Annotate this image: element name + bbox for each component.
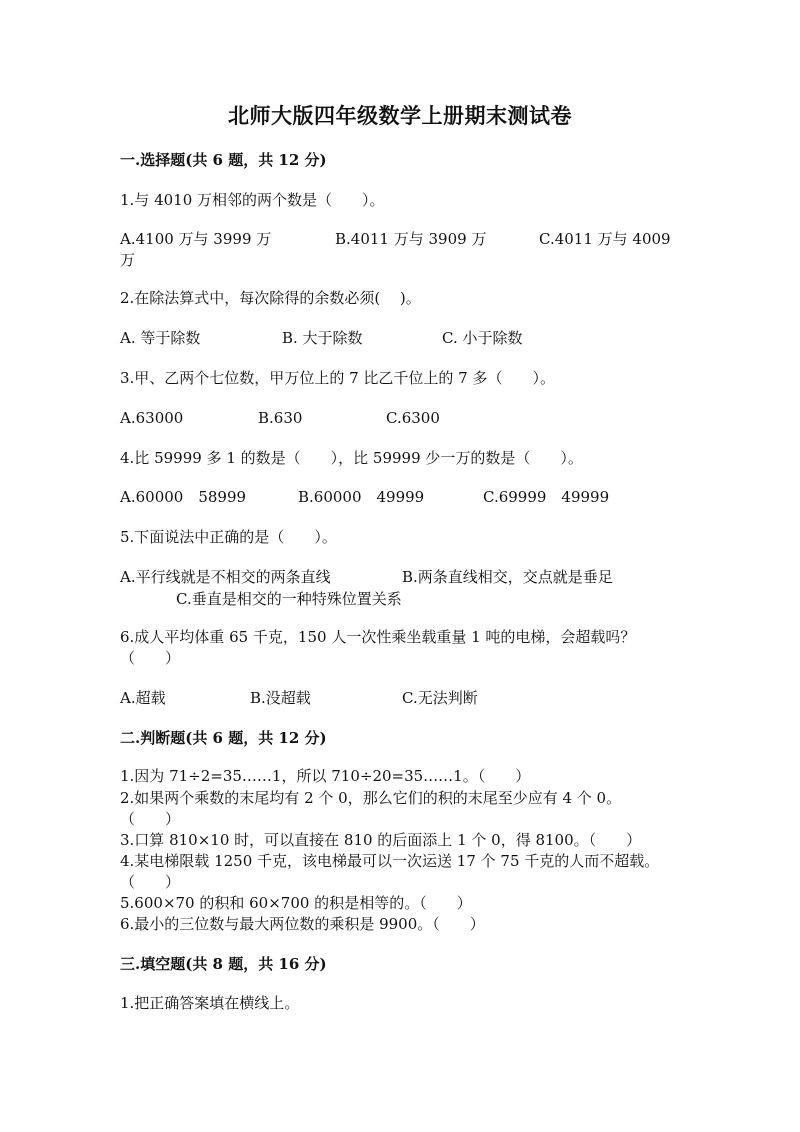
judgement-line: 5.600×70 的积和 60×700 的积是相等的。（ ） <box>120 894 472 912</box>
judgement-line: 4.某电梯限载 1250 千克，该电梯最可以一次运送 17 个 75 千克的人而不超载。 <box>120 852 660 870</box>
section-heading-fill-in: 三.填空题(共 8 题，共 16 分) <box>120 955 327 973</box>
judgement-line: 3.口算 810×10 时，可以直接在 810 的后面添上 1 个 0，得 8100。（ ） <box>120 831 642 849</box>
judgement-line: 6.最小的三位数与最大两位数的乘积是 9900。（ ） <box>120 915 485 933</box>
question-4-option-c: C.69999 49999 <box>483 488 610 506</box>
question-4-option-a: A.60000 58999 <box>120 488 247 506</box>
question-3-stem: 3.甲、乙两个七位数，甲万位上的 7 比乙千位上的 7 多（ ）。 <box>120 369 555 387</box>
question-4-option-b: B.60000 49999 <box>298 488 425 506</box>
section-heading-judgement: 二.判断题(共 6 题，共 12 分) <box>120 729 327 747</box>
question-3-option-a: A.63000 <box>120 409 184 427</box>
page-title: 北师大版四年级数学上册期末测试卷 <box>228 103 572 128</box>
question-1-option-c: C.4011 万与 4009 <box>539 230 671 248</box>
question-2-option-c: C. 小于除数 <box>442 329 523 347</box>
question-5-stem: 5.下面说法中正确的是（ ）。 <box>120 528 337 546</box>
question-1-option-a: A.4100 万与 3999 万 <box>120 230 272 248</box>
judgement-line: （ ） <box>120 873 181 891</box>
judgement-line: 2.如果两个乘数的末尾均有 2 个 0，那么它们的积的末尾至少应有 4 个 0。 <box>120 789 622 807</box>
question-4-stem: 4.比 59999 多 1 的数是（ ），比 59999 少一万的数是（ ）。 <box>120 449 583 467</box>
judgement-line: 1.因为 71÷2=35……1，所以 710÷20=35……1。（ ） <box>120 767 531 785</box>
question-1-option-c-cont: 万 <box>120 251 136 269</box>
question-5-option-b: B.两条直线相交，交点就是垂足 <box>402 568 613 586</box>
question-6-option-b: B.没超载 <box>250 689 311 707</box>
question-6-stem-cont: （ ） <box>120 649 181 667</box>
judgement-line: （ ） <box>120 810 181 828</box>
question-2-option-a: A. 等于除数 <box>120 329 201 347</box>
question-3-option-c: C.6300 <box>386 409 440 427</box>
question-1-stem: 1.与 4010 万相邻的两个数是（ ）。 <box>120 191 385 209</box>
question-6-option-c: C.无法判断 <box>402 689 478 707</box>
question-5-option-c: C.垂直是相交的一种特殊位置关系 <box>176 590 402 608</box>
question-3-option-b: B.630 <box>258 409 303 427</box>
section-heading-choice: 一.选择题(共 6 题，共 12 分) <box>120 151 327 169</box>
question-2-stem: 2.在除法算式中，每次除得的余数必须( )。 <box>120 289 421 307</box>
question-2-option-b: B. 大于除数 <box>282 329 363 347</box>
question-1-option-b: B.4011 万与 3909 万 <box>335 230 487 248</box>
fill-in-line: 1.把正确答案填在横线上。 <box>120 994 300 1012</box>
question-5-option-a: A.平行线就是不相交的两条直线 <box>120 568 331 586</box>
question-6-option-a: A.超载 <box>120 689 166 707</box>
question-6-stem: 6.成人平均体重 65 千克，150 人一次性乘坐载重量 1 吨的电梯，会超载吗？ <box>120 628 636 646</box>
